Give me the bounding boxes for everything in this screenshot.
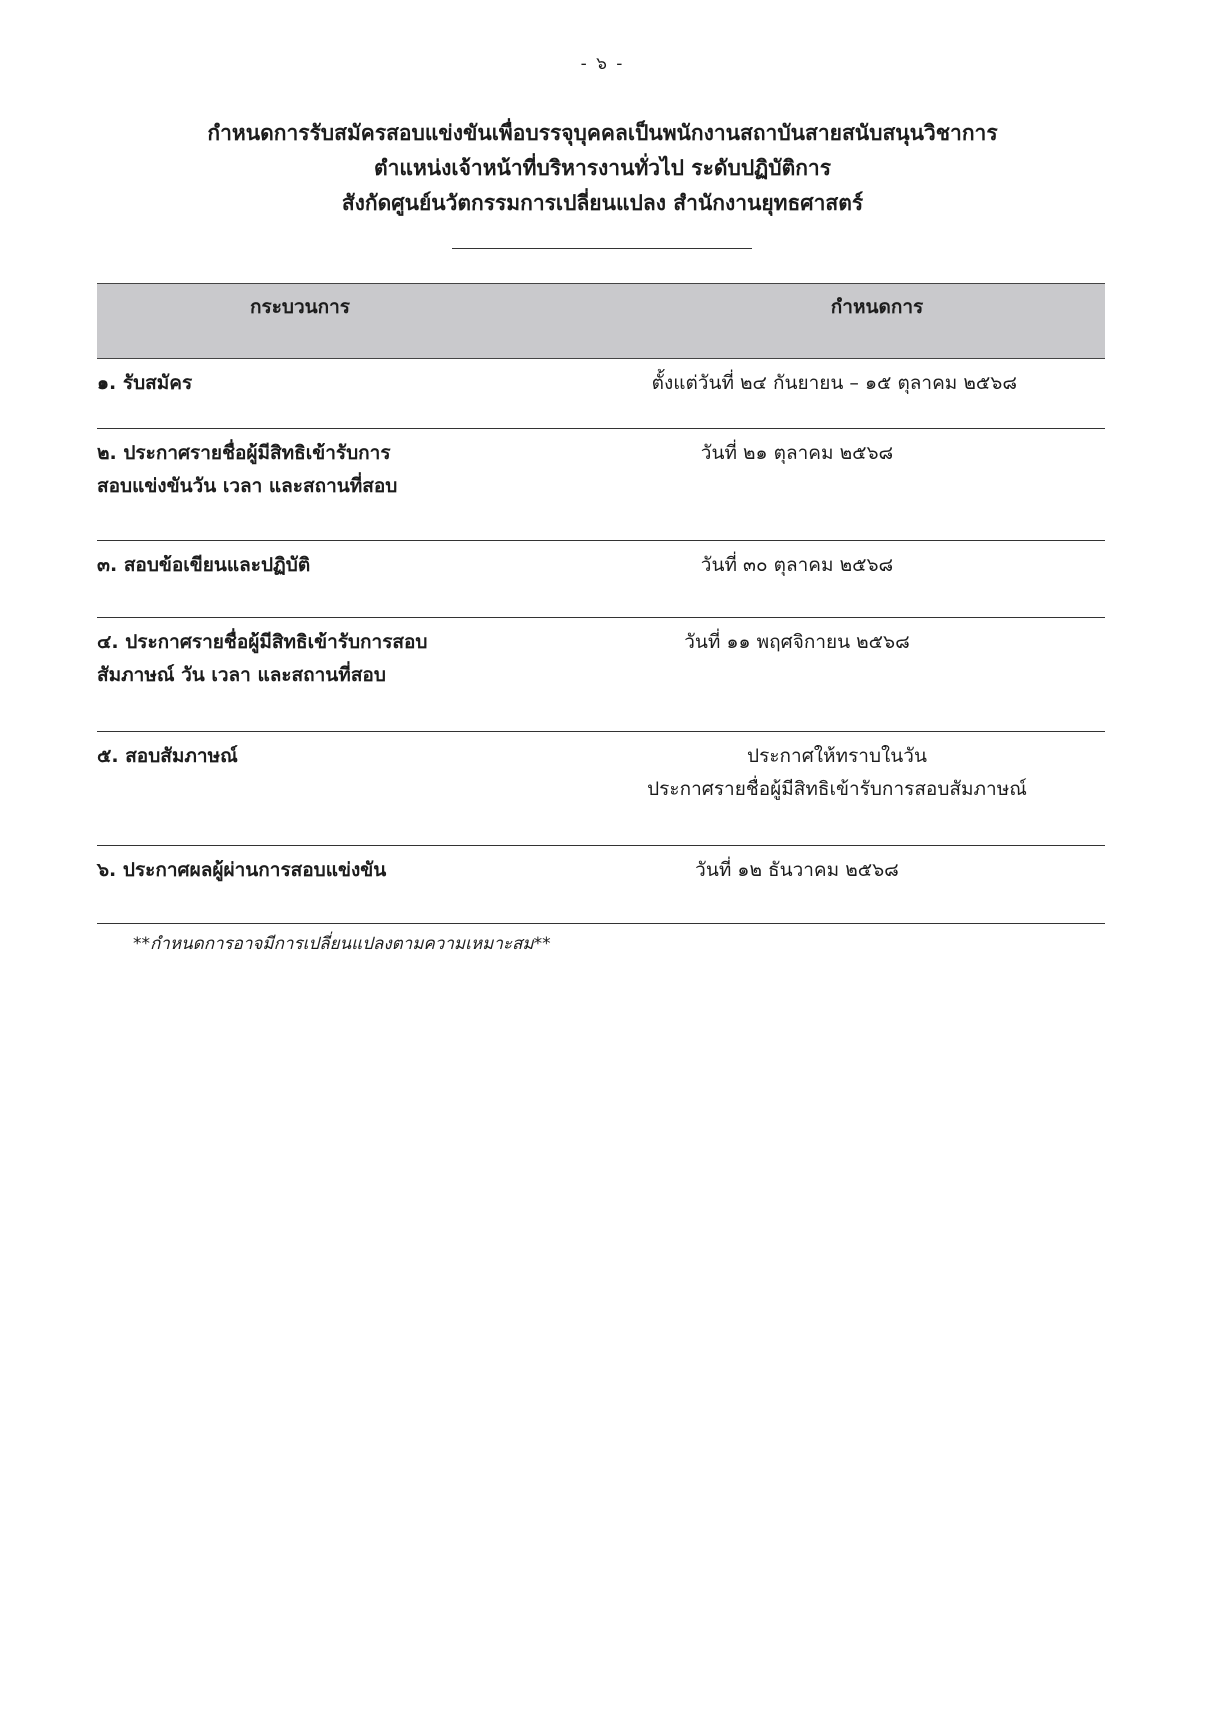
title-line-3: สังกัดศูนย์นวัตกรรมการเปลี่ยนแปลง สำนักงานยุทธศาสตร์ bbox=[341, 191, 864, 215]
table-row bbox=[97, 429, 1105, 541]
schedule-cell bbox=[597, 854, 997, 887]
process-text: ๒. ประกาศรายชื่อผู้มีสิทธิเข้ารับการ bbox=[97, 442, 391, 464]
schedule-table bbox=[97, 283, 1105, 924]
process-text: ๔. ประกาศรายชื่อผู้มีสิทธิเข้ารับการสอบ bbox=[97, 631, 428, 653]
process-cell bbox=[97, 626, 577, 692]
footnote: **กำหนดการอาจมีการเปลี่ยนแปลงตามความเหมาะสม** bbox=[133, 934, 551, 954]
table-row bbox=[97, 846, 1105, 924]
process-text: ๕. สอบสัมภาษณ์ bbox=[97, 745, 238, 767]
schedule-text: วันที่ ๓๐ ตุลาคม ๒๕๖๘ bbox=[700, 554, 894, 576]
schedule-cell bbox=[597, 626, 997, 659]
process-text: ๑. รับสมัคร bbox=[97, 372, 193, 394]
schedule-text: วันที่ ๑๑ พฤศจิกายน ๒๕๖๘ bbox=[684, 631, 910, 653]
schedule-text: วันที่ ๑๒ ธันวาคม ๒๕๖๘ bbox=[695, 859, 899, 881]
process-cell bbox=[97, 549, 577, 582]
table-row bbox=[97, 541, 1105, 618]
schedule-text: วันที่ ๒๑ ตุลาคม ๒๕๖๘ bbox=[700, 442, 894, 464]
header-schedule: กำหนดการ bbox=[830, 296, 924, 318]
schedule-text: ตั้งแต่วันที่ ๒๔ กันยายน – ๑๕ ตุลาคม ๒๕๖๘ bbox=[651, 372, 1017, 394]
document-title bbox=[0, 116, 1205, 221]
schedule-cell bbox=[597, 367, 1017, 400]
process-text-continued: สอบแข่งขันวัน เวลา และสถานที่สอบ bbox=[97, 475, 398, 497]
process-cell bbox=[97, 367, 577, 400]
schedule-text-continued: ประกาศรายชื่อผู้มีสิทธิเข้ารับการสอบสัมภาษณ์ bbox=[647, 778, 1027, 800]
title-line-1: กำหนดการรับสมัครสอบแข่งขันเพื่อบรรจุบุคคลเป็นพนักงานสถาบันสายสนับสนุนวิชาการ bbox=[207, 121, 998, 145]
page-number: - ๖ - bbox=[580, 54, 625, 74]
schedule-cell bbox=[597, 740, 1077, 806]
table-row bbox=[97, 618, 1105, 732]
process-cell bbox=[97, 740, 577, 773]
process-cell bbox=[97, 854, 577, 887]
title-line-2: ตำแหน่งเจ้าหน้าที่บริหารงานทั่วไป ระดับปฏิบัติการ bbox=[374, 156, 831, 180]
process-cell bbox=[97, 437, 577, 503]
table-row bbox=[97, 359, 1105, 429]
process-text: ๖. ประกาศผลผู้ผ่านการสอบแข่งขัน bbox=[97, 859, 387, 881]
table-header bbox=[97, 283, 1105, 359]
table-row bbox=[97, 732, 1105, 846]
header-process: กระบวนการ bbox=[249, 296, 350, 318]
process-text: ๓. สอบข้อเขียนและปฏิบัติ bbox=[97, 554, 311, 576]
schedule-cell bbox=[597, 437, 997, 470]
process-text-continued: สัมภาษณ์ วัน เวลา และสถานที่สอบ bbox=[97, 664, 386, 686]
title-underline bbox=[452, 248, 752, 249]
schedule-text: ประกาศให้ทราบในวัน bbox=[747, 745, 927, 767]
schedule-cell bbox=[597, 549, 997, 582]
